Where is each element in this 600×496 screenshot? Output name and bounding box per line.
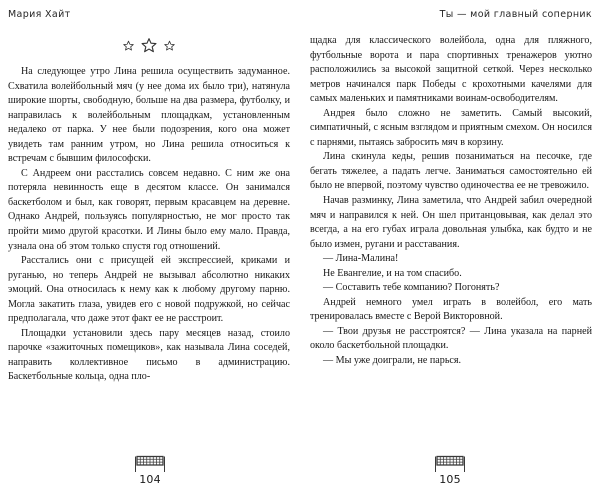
dialogue-line: — Лина-Малина! (323, 253, 399, 265)
paragraph: Андрея было сложно не заметить. Самый высокий, симпатичный, с ясным взглядом и приятным смехом. Он носился с парнями, пытаясь забросить мяч в корзину. (310, 107, 592, 148)
volleyball-net-icon (133, 455, 167, 473)
folio-inner (433, 455, 467, 486)
left-page-text-column (8, 65, 290, 385)
dialogue-line: — Твои друзья не расстроятся? — Лина указала на парней около баскетбольной площадки. (310, 325, 592, 352)
folio-inner (133, 455, 167, 486)
star-icon-large-center (141, 37, 157, 53)
left-page-folio (0, 455, 300, 488)
page-number: 105 (439, 473, 461, 486)
running-head-author: Мария Хайт (8, 9, 71, 20)
paragraph: Андрей немного умел играть в волейбол, его мать тренировалась вместе с Верой Викторовной. (310, 296, 592, 323)
star-ornament (8, 32, 290, 58)
paragraph: Не Евангелие, и на том спасибо. (323, 267, 462, 279)
paragraph: На следующее утро Лина решила осуществить задуманное. Схватила волейбольный мяч (у нее дома их было три), натянула широкие шорты, свободную, больше на два размера, футболку, и направилась к волейбольным площадкам, установленным недалеко от парка. У нее были подозрения, кого она может увидеть там ранним утром, но Лина решила относиться к встречам с бывшим философски. (8, 66, 290, 165)
paragraph: Площадки установили здесь пару месяцев назад, стоило парочке «зажиточных помещиков», как называла Лина соседей, направить коллективное письмо в администрацию. Баскетбольные кольца, одна пло- (8, 327, 290, 383)
paragraph: Расстались они с присущей ей экспрессией, криками и руганью, но теперь Андрей не вызывал абсолютно никаких эмоций. Она относилась к нему как к любому другому парню. Могла закатить глаза, увидев его с новой подружкой, но сейчас предполагала, что даже этот факт ее не расстроит. (8, 255, 290, 325)
paragraph: С Андреем они расстались совсем недавно. С ним же она потеряла невинность еще в десятом классе. Он занимался баскетболом и был, как говорят, первым красавцем на деревне. Однако Андрей, пользуясь популярностью, не мог просто так пройти мимо другой красотки. И Лины было ему мало. Правда, узнала она об этом только спустя год отношений. (8, 167, 290, 252)
star-icon-small-left (123, 40, 134, 51)
paragraph: Начав разминку, Лина заметила, что Андрей забил очередной мяч и направился к ней. Он шел пританцовывая, как делал это всегда, а на его губах играла довольная улыбка, как будто и не было измен, ругани и расставания. (310, 195, 592, 250)
dialogue-line: — Мы уже доиграли, не парься. (323, 355, 462, 367)
volleyball-net-icon (433, 455, 467, 473)
right-page-folio (300, 455, 600, 488)
paragraph: щадка для классического волейбола, одна для пляжного, футбольные ворота и пара спортивных тренажеров уютно расположились за высокой защитной сеткой. Через несколько метров начинался парк Победы с крохотными качелями для самых маленьких и памятниками воинам-освободителям. (310, 35, 592, 105)
page-number: 104 (139, 473, 161, 486)
paragraph: Лина скинула кеды, решив позаниматься на песочке, где бегать тяжелее, а падать легче. Заниматься самостоятельно ей было не впервой, поэтому чувство одиночества ее не тревожило. (310, 151, 592, 192)
running-head-title: Ты — мой главный соперник (439, 9, 592, 20)
star-icon-small-right (164, 40, 175, 51)
right-page-text-column (310, 34, 592, 369)
right-page (300, 0, 600, 496)
dialogue-line: — Составить тебе компанию? Погонять? (323, 282, 500, 294)
